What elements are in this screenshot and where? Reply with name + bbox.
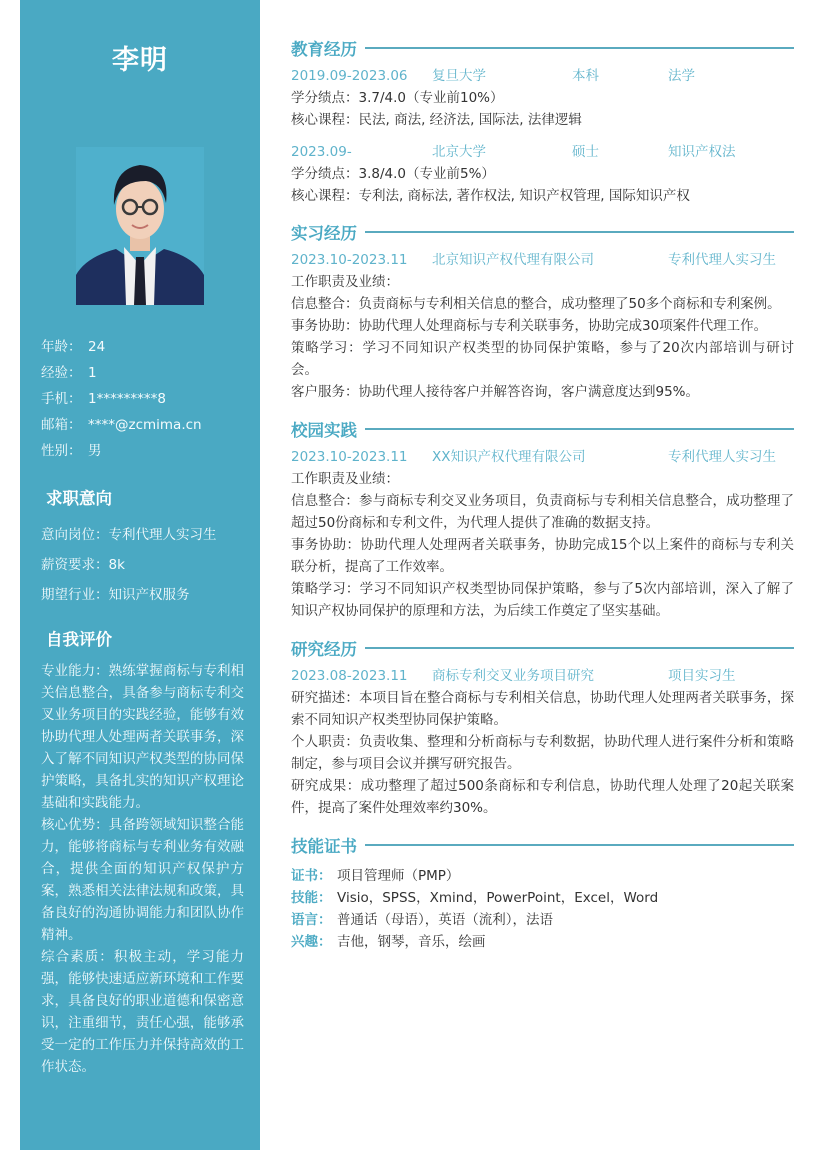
edu-gpa: 学分绩点：3.8/4.0（专业前5%） xyxy=(291,166,495,182)
campus-heading: 校园实践 xyxy=(291,415,794,443)
main-content xyxy=(291,34,794,953)
self-eval-paragraph: 核心优势：具备跨领域知识整合能力，能够将商标与专利业务有效融合，提供全面的知识产权保护方案，熟悉相关法律法规和政策，具备良好的沟通协调能力和团队协作精神。 xyxy=(41,817,244,943)
research-line: 个人职责：负责收集、整理和分析商标与专利数据，协助代理人进行案件分析和策略制定，参与项目会议并撰写研究报告。 xyxy=(291,734,794,772)
edu-courses: 核心课程：专利法, 商标法, 著作权法, 知识产权管理, 国际知识产权 xyxy=(291,188,690,204)
heading-rule xyxy=(365,231,794,233)
info-email: 邮箱： ****@zcmima.cn xyxy=(41,417,202,433)
intern-line: 事务协助：协助代理人处理商标与专利关联事务，协助完成30项案件代理工作。 xyxy=(291,318,768,334)
campus-date: 2023.10-2023.11 xyxy=(291,449,408,465)
research-entry xyxy=(291,665,794,819)
intern-role: 专利代理人实习生 xyxy=(668,252,776,268)
campus-role: 专利代理人实习生 xyxy=(668,449,776,465)
heading-rule xyxy=(365,428,794,430)
intern-date: 2023.10-2023.11 xyxy=(291,252,408,268)
edu-courses: 核心课程：民法, 商法, 经济法, 国际法, 法律逻辑 xyxy=(291,112,582,128)
intern-line: 策略学习：学习不同知识产权类型的协同保护策略，参与了20次内部培训与研讨会。 xyxy=(291,340,794,378)
info-phone: 手机： 1*********8 xyxy=(41,391,166,407)
basic-info-list xyxy=(41,334,251,464)
info-experience: 经验： 1 xyxy=(41,365,97,381)
research-project: 商标专利交叉业务项目研究 xyxy=(432,668,594,684)
edu-school: 复旦大学 xyxy=(432,68,486,84)
research-role: 项目实习生 xyxy=(668,668,736,684)
campus-line: 策略学习：学习不同知识产权类型协同保护策略，参与了5次内部培训，深入了解了知识产权协同保护的原理和方法，为后续工作奠定了坚实基础。 xyxy=(291,581,794,619)
edu-degree: 硕士 xyxy=(572,144,599,160)
edu-degree: 本科 xyxy=(572,68,599,84)
skill-software: 技能： Visio，SPSS，Xmind，PowerPoint，Excel，Word xyxy=(291,890,659,906)
internship-entry xyxy=(291,249,794,403)
self-eval-paragraph: 综合素质：积极主动，学习能力强，能够快速适应新环境和工作要求，具备良好的职业道德和保密意识，注重细节，责任心强，能够承受一定的工作压力并保持高效的工作状态。 xyxy=(41,949,244,1075)
internship-meta xyxy=(291,249,794,271)
intern-company: 北京知识产权代理有限公司 xyxy=(432,252,594,268)
self-eval-heading: 自我评价 xyxy=(46,630,112,649)
research-line: 研究描述：本项目旨在整合商标与专利相关信息，协助代理人处理两者关联事务，探索不同知识产权类型协同保护策略。 xyxy=(291,690,794,728)
edu-date: 2023.09- xyxy=(291,144,352,160)
research-meta xyxy=(291,665,794,687)
skill-interest: 兴趣： 吉他，钢琴，音乐，绘画 xyxy=(291,934,486,950)
edu-school: 北京大学 xyxy=(432,144,486,160)
intern-line: 工作职责及业绩： xyxy=(291,274,399,290)
job-intent-heading: 求职意向 xyxy=(46,489,112,508)
self-eval-paragraph: 专业能力：熟练掌握商标与专利相关信息整合，具备参与商标专利交叉业务项目的实践经验，能够有效协助代理人处理两者关联事务，深入了解不同知识产权类型的协同保护策略，具备扎实的知识产权理论基础和实践能力。 xyxy=(41,663,244,811)
intent-position: 意向岗位：专利代理人实习生 xyxy=(41,527,217,543)
intent-salary: 薪资要求：8k xyxy=(41,557,125,573)
campus-line: 信息整合：参与商标专利交叉业务项目，负责商标与专利相关信息整合，成功整理了超过50份商标和专利文件，为代理人提供了准确的数据支持。 xyxy=(291,493,794,531)
edu-major: 知识产权法 xyxy=(668,144,736,160)
education-entry xyxy=(291,141,794,207)
education-meta xyxy=(291,65,794,87)
education-meta xyxy=(291,141,794,163)
heading-rule xyxy=(365,844,794,846)
portrait-icon xyxy=(76,147,204,305)
candidate-name: 李明 xyxy=(112,45,168,76)
heading-rule xyxy=(365,647,794,649)
edu-gpa: 学分绩点：3.7/4.0（专业前10%） xyxy=(291,90,504,106)
sidebar xyxy=(20,0,260,1150)
campus-entry xyxy=(291,446,794,622)
heading-rule xyxy=(365,47,794,49)
job-intent-list xyxy=(41,520,256,610)
intern-line: 信息整合：负责商标与专利相关信息的整合，成功整理了50多个商标和专利案例。 xyxy=(291,296,781,312)
info-age: 年龄： 24 xyxy=(41,339,106,355)
education-heading: 教育经历 xyxy=(291,34,794,62)
research-date: 2023.08-2023.11 xyxy=(291,668,408,684)
research-line: 研究成果：成功整理了超过500条商标和专利信息，协助代理人处理了20起关联案件，提高了案件处理效率约30%。 xyxy=(291,778,794,816)
skills-heading: 技能证书 xyxy=(291,831,794,859)
info-gender: 性别： 男 xyxy=(41,443,102,459)
research-heading: 研究经历 xyxy=(291,634,794,662)
self-eval-text xyxy=(41,660,244,1078)
skill-language: 语言： 普通话（母语），英语（流利），法语 xyxy=(291,912,553,928)
edu-date: 2019.09-2023.06 xyxy=(291,68,408,84)
portrait-photo xyxy=(76,147,204,305)
internship-heading: 实习经历 xyxy=(291,218,794,246)
campus-meta xyxy=(291,446,794,468)
skills-list xyxy=(291,865,794,953)
education-entry xyxy=(291,65,794,131)
campus-line: 工作职责及业绩： xyxy=(291,471,399,487)
skill-certificate: 证书： 项目管理师（PMP） xyxy=(291,868,460,884)
campus-company: XX知识产权代理有限公司 xyxy=(432,449,586,465)
intern-line: 客户服务：协助代理人接待客户并解答咨询，客户满意度达到95%。 xyxy=(291,384,700,400)
campus-line: 事务协助：协助代理人处理两者关联事务，协助完成15个以上案件的商标与专利关联分析，提高了工作效率。 xyxy=(291,537,794,575)
intent-industry: 期望行业：知识产权服务 xyxy=(41,587,190,603)
edu-major: 法学 xyxy=(668,68,695,84)
